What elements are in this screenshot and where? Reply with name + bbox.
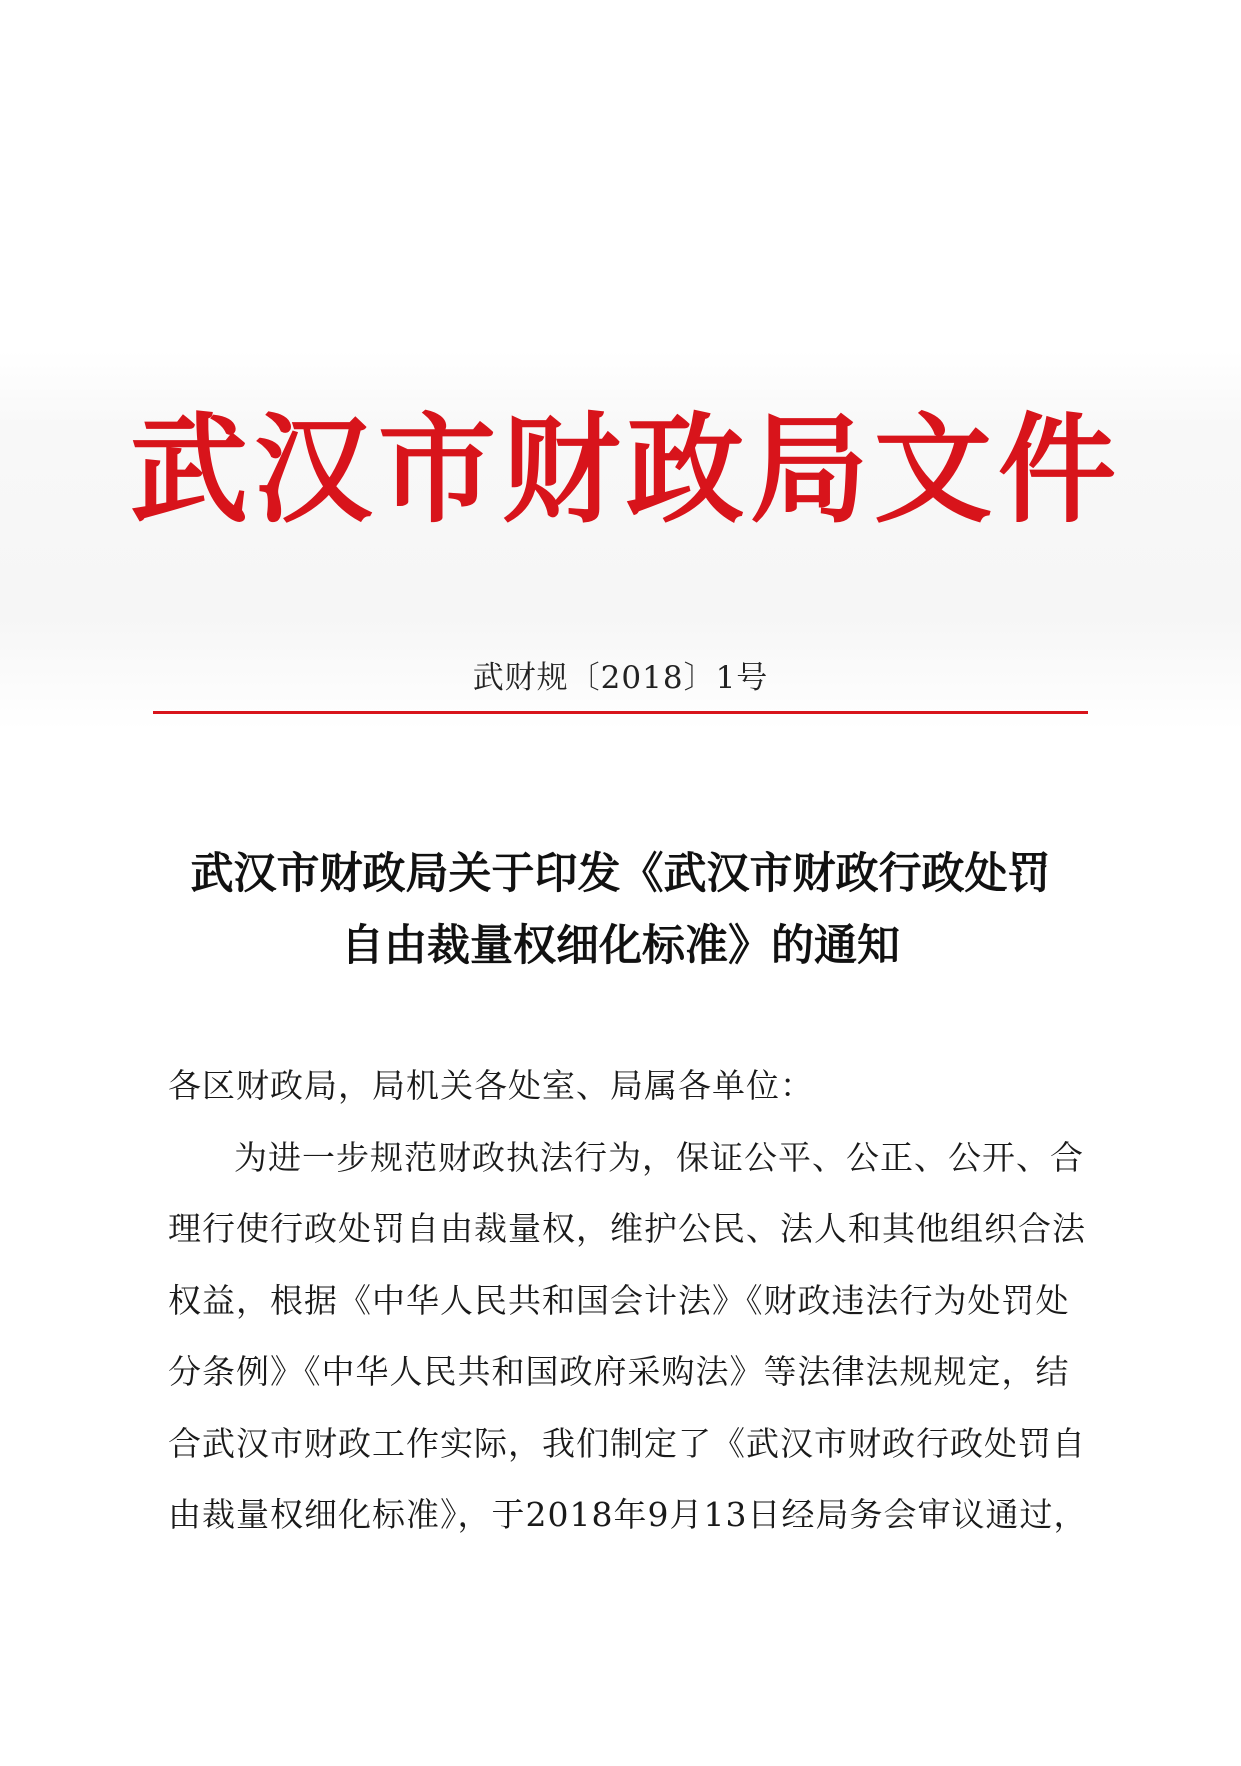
- body-text: [168, 1050, 1088, 1551]
- body-line: 理行使行政处罚自由裁量权，维护公民、法人和其他组织合法: [168, 1209, 1086, 1248]
- notice-title-line: 武汉市财政局关于印发《武汉市财政行政处罚: [190, 849, 1051, 899]
- body-line: 权益，根据《中华人民共和国会计法》《财政违法行为处罚处: [168, 1280, 1070, 1320]
- salutation: 各区财政局，局机关各处室、局属各单位：: [168, 1066, 814, 1105]
- body-line: 分条例》《中华人民共和国政府采购法》等法律法规规定，结: [168, 1352, 1070, 1391]
- notice-title: [140, 838, 1101, 982]
- body-line: 合武汉市财政工作实际，我们制定了《武汉市财政行政处罚自: [168, 1423, 1086, 1463]
- masthead-title: 武汉市财政局文件: [130, 400, 1123, 539]
- notice-title-line: 自由裁量权细化标准》的通知: [341, 921, 900, 971]
- document-number: 武财规〔2018〕1号: [472, 660, 769, 696]
- red-divider-line: [153, 711, 1088, 714]
- body-line: 由裁量权细化标准》，于2018年9月13日经局务会审议通过，: [168, 1495, 1088, 1534]
- body-line: 为进一步规范财政执法行为，保证公平、公正、公开、合: [234, 1137, 1084, 1177]
